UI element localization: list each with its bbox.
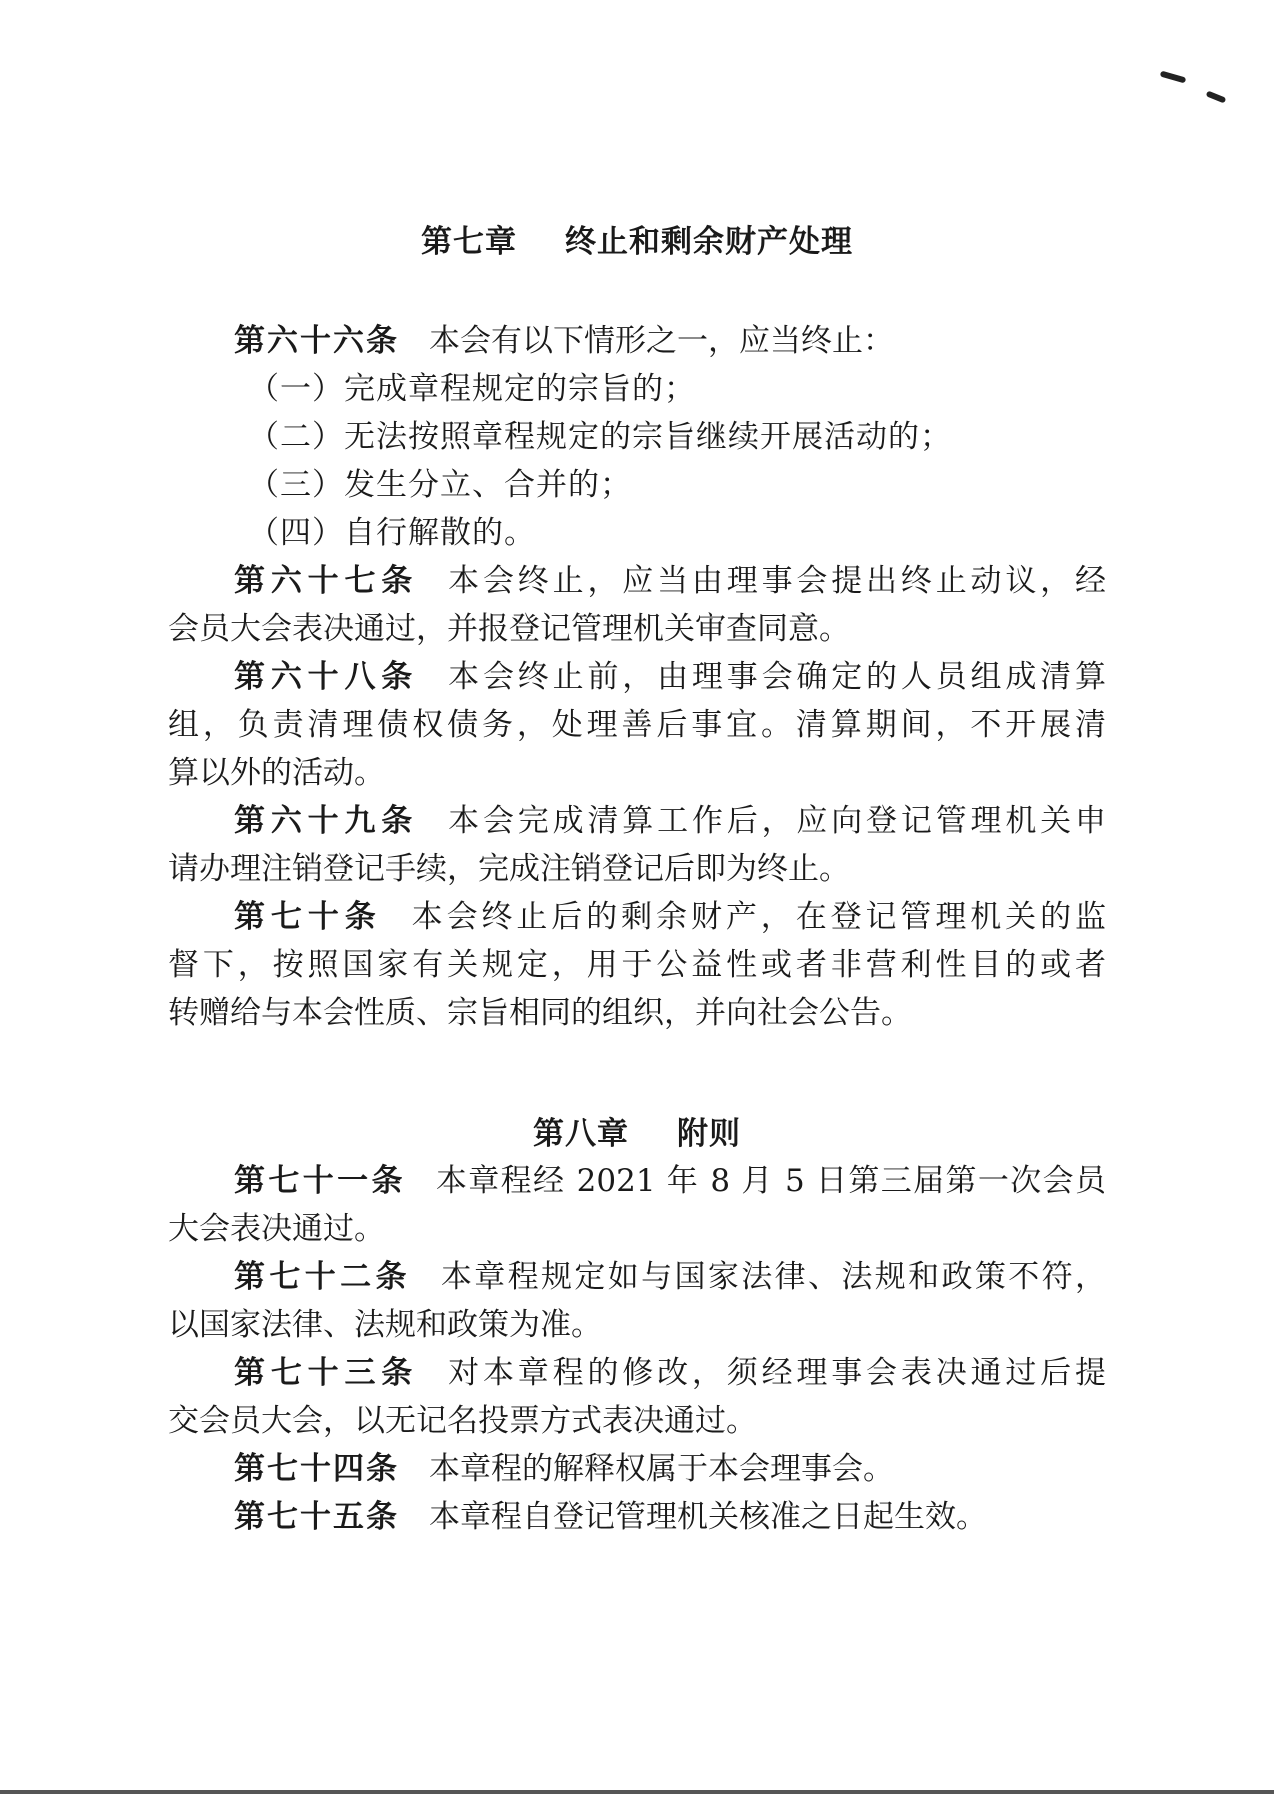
scan-mark: [1160, 71, 1187, 84]
chapter-8-body: [168, 1157, 1106, 1541]
article-number: 第七十四条: [234, 1451, 399, 1487]
article-text: 本会终止前，由理事会确定的人员组成清算: [448, 659, 1106, 695]
article-number: 第七十二条: [234, 1259, 411, 1295]
article-67: [168, 557, 1106, 605]
chapter-7-body: [168, 317, 1106, 1037]
article-75: [168, 1493, 1106, 1541]
article-text-line: 以国家法律、法规和政策为准。: [168, 1307, 602, 1343]
article-text: 本章程经 2021 年 8 月 5 日第三届第一次会员: [435, 1163, 1106, 1199]
article-number: 第七十三条: [234, 1355, 419, 1391]
list-item: （四）自行解散的。: [248, 515, 536, 551]
article-number: 第六十六条: [234, 323, 399, 359]
page-bottom-edge: [0, 1790, 1274, 1794]
list-item: （二）无法按照章程规定的宗旨继续开展活动的；: [248, 419, 952, 455]
article-text: 本会完成清算工作后，应向登记管理机关申: [448, 803, 1106, 839]
article-text-line: 转赠给与本会性质、宗旨相同的组织，并向社会公告。: [168, 995, 912, 1031]
article-text-line: 大会表决通过。: [168, 1211, 385, 1247]
article-text-line: 会员大会表决通过，并报登记管理机关审查同意。: [168, 611, 850, 647]
article-number: 第六十九条: [234, 803, 419, 839]
chapter-7-title: 终止和剩余财产处理: [565, 224, 853, 260]
chapter-7-number: 第七章: [421, 224, 517, 260]
article-text: 本章程自登记管理机关核准之日起生效。: [429, 1499, 987, 1535]
article-74: [168, 1445, 1106, 1493]
scan-mark: [1206, 90, 1227, 103]
article-66: [168, 317, 1106, 365]
article-text: 本会终止后的剩余财产，在登记管理机关的监: [411, 899, 1106, 935]
article-text: 本章程的解释权属于本会理事会。: [429, 1451, 894, 1487]
chapter-8-number: 第八章: [533, 1116, 629, 1152]
article-72: [168, 1253, 1106, 1301]
article-71: [168, 1157, 1106, 1205]
article-number: 第七十条: [234, 899, 382, 935]
article-text-line: 交会员大会，以无记名投票方式表决通过。: [168, 1403, 757, 1439]
article-text-line: 算以外的活动。: [168, 755, 385, 791]
article-number: 第七十一条: [234, 1163, 406, 1199]
article-number: 第七十五条: [234, 1499, 399, 1535]
article-text-line: 请办理注销登记手续，完成注销登记后即为终止。: [168, 851, 850, 887]
article-69: [168, 797, 1106, 845]
article-text: 本会有以下情形之一，应当终止：: [429, 323, 894, 359]
article-text: 本章程规定如与国家法律、法规和政策不符，: [440, 1259, 1106, 1295]
article-text: 本会终止，应当由理事会提出终止动议，经: [448, 563, 1106, 599]
article-text: 对本章程的修改，须经理事会表决通过后提: [448, 1355, 1106, 1391]
chapter-7-heading: [0, 216, 1274, 261]
chapter-8-title: 附则: [677, 1116, 741, 1152]
article-text-line: 组，负责清理债权债务，处理善后事宜。清算期间，不开展清: [168, 707, 1106, 743]
list-item: （三）发生分立、合并的；: [248, 467, 632, 503]
chapter-8-heading: [0, 1108, 1274, 1153]
article-text-line: 督下，按照国家有关规定，用于公益性或者非营利性目的或者: [168, 947, 1106, 983]
article-68: [168, 653, 1106, 701]
list-item: （一）完成章程规定的宗旨的；: [248, 371, 696, 407]
article-73: [168, 1349, 1106, 1397]
article-number: 第六十七条: [234, 563, 419, 599]
article-number: 第六十八条: [234, 659, 419, 695]
article-70: [168, 893, 1106, 941]
